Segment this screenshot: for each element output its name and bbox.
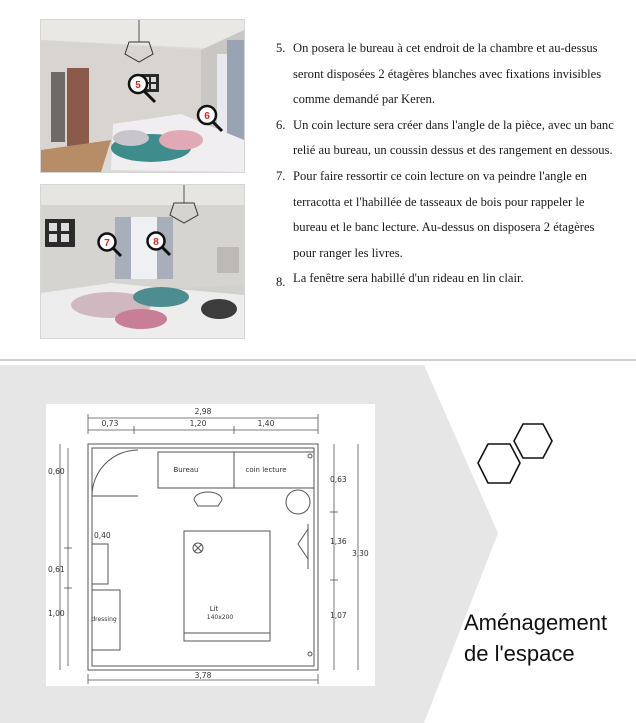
label-bureau: Bureau [173, 466, 199, 474]
floor-plan [46, 404, 375, 686]
hexagons-icon [476, 420, 566, 488]
label-coin-lecture: coin lecture [245, 466, 287, 474]
label-lit-size: 140x200 [206, 614, 234, 621]
dim-right-total: 3,30 [352, 549, 369, 558]
dim-right-bottom: 1,07 [330, 611, 347, 620]
note-item [276, 113, 616, 164]
note-text: Un coin lecture sera créer dans l'angle de la pièce, avec un banc relié au bureau, un coussin dessus et des rangement en dessous. [293, 117, 614, 158]
dim-total-bottom: 3,78 [194, 671, 212, 680]
marker-8-label: 8 [153, 237, 159, 248]
dim-door: 0,73 [101, 419, 119, 428]
note-text: Pour faire ressortir ce coin lecture on va peindre l'angle en terracotta et l'habillée de tasseaux de bois pour rappeler le bureau et le banc lecture. Au-dessus on disposera 2 étagères pour ranger les livres. [293, 168, 595, 260]
bedroom-photo-2 [40, 184, 245, 339]
dim-right-mid: 1,36 [330, 537, 347, 546]
section-title-line-1: Aménagement [464, 610, 608, 635]
note-number: 8. [276, 275, 286, 290]
note-number: 6. [276, 117, 286, 132]
note-item [276, 164, 616, 266]
note-number: 7. [276, 168, 286, 183]
dim-left-mid-small: 0,40 [94, 531, 111, 540]
marker-7-label: 7 [104, 238, 110, 249]
section-title-line-2: de l'espace [464, 641, 575, 666]
marker-5-label: 5 [135, 80, 141, 91]
dim-coin: 1,40 [257, 419, 275, 428]
label-dressing: dressing [91, 616, 117, 623]
dim-bureau: 1,20 [189, 419, 207, 428]
label-lit: Lit [209, 605, 219, 613]
section-divider [0, 359, 636, 361]
design-notes-list [276, 36, 616, 296]
dim-left-top: 0,60 [48, 467, 65, 476]
marker-6-label: 6 [204, 111, 210, 122]
dim-right-top: 0,63 [330, 475, 347, 484]
note-text: La fenêtre sera habillé d'un rideau en lin clair. [293, 271, 524, 286]
dim-left-mid: 0,61 [48, 565, 65, 574]
bedroom-photo-1 [40, 19, 245, 173]
dim-left-bottom: 1,00 [48, 609, 65, 618]
note-item [276, 266, 616, 296]
note-text: On posera le bureau à cet endroit de la chambre et au-dessus seront disposées 2 étagères blanches avec fixations invisibles comme demandé par Keren. [293, 41, 602, 107]
section-title [464, 607, 634, 669]
note-number: 5. [276, 41, 286, 55]
note-item [276, 36, 616, 113]
dim-total-top: 2,98 [194, 407, 212, 416]
